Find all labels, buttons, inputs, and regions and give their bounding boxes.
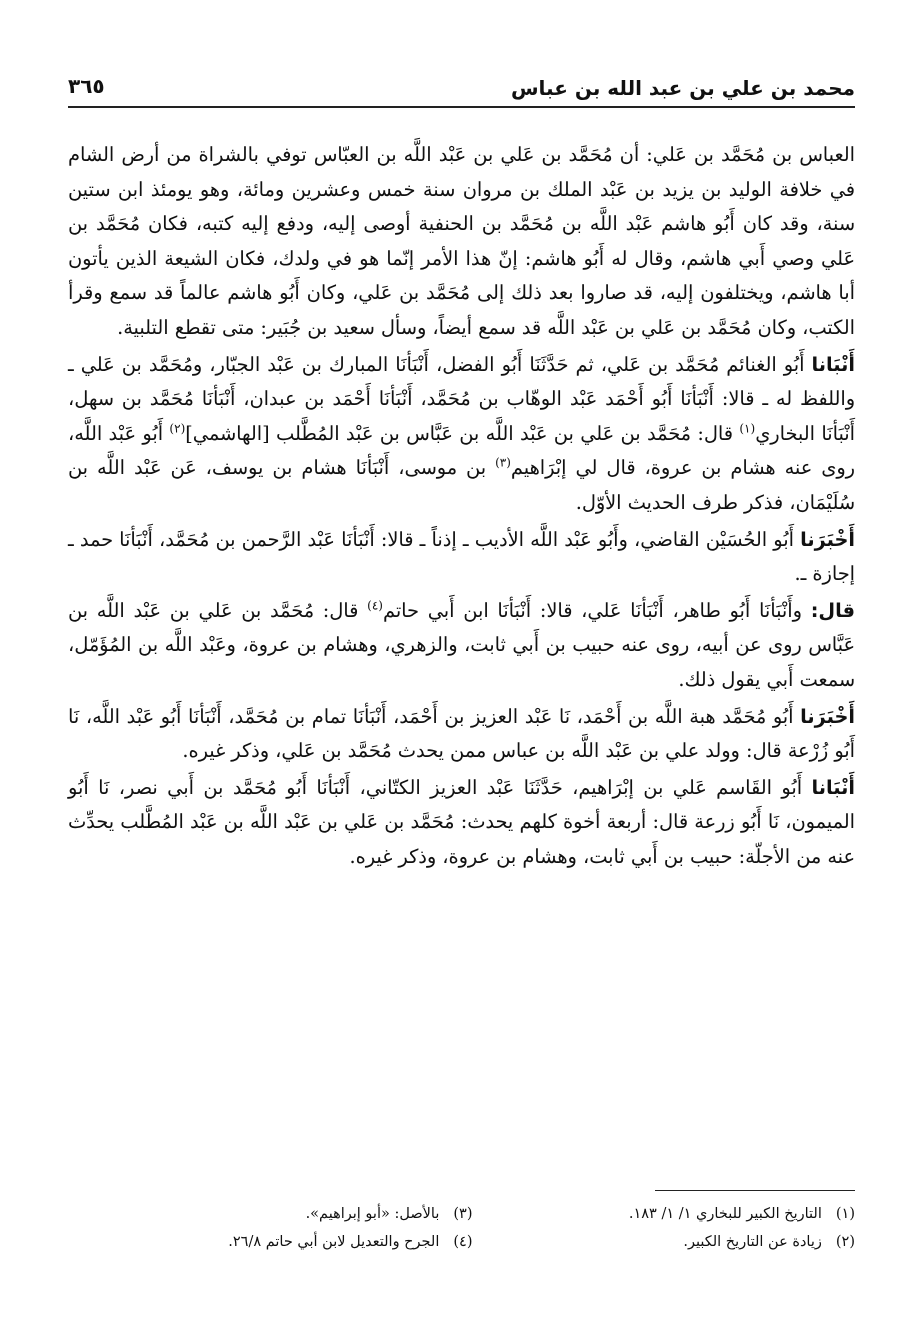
paragraph-2-text-d: بن موسى، أَنْبَأنَا هشام بن يوسف، عَن عَبْد اللَّه بن سُلَيْمَان، فذكر طرف الحديث الأوّل.	[68, 456, 855, 514]
footnote-number: (٤)	[453, 1234, 473, 1250]
paragraph-3	[68, 523, 855, 592]
footnote-divider	[655, 1190, 855, 1191]
footnote-ref-2: (٢)	[169, 421, 186, 436]
page-number: ٣٦٥	[68, 74, 105, 98]
footnote-4	[150, 1231, 473, 1253]
paragraph-3-lead: أَخْبَرَنا	[800, 527, 855, 551]
paragraph-4-lead: قال:	[810, 598, 855, 622]
paragraph-2-text-c: أَبُو عَبْد اللَّه، روى عنه هشام بن عروة، قال لي إبْرَاهيم	[68, 421, 855, 480]
paragraph-5	[68, 700, 855, 769]
footnote-ref-4: (٤)	[367, 598, 383, 613]
footnote-number: (٢)	[835, 1234, 855, 1250]
footnotes	[150, 1203, 855, 1253]
footnote-ref-1: (١)	[739, 421, 756, 436]
paragraph-2-text-a: أَبُو الغنائم مُحَمَّد بن عَلي، ثم حَدَّثَنَا أَبُو الفضل، أَنْبَأنَا المبارك بن عَبْد الجبّار، ومُحَمَّد بن عَلي ـ واللفظ له ـ قالا: أَنْبَأنَا أَبُو أَحْمَد عَبْد الوهّاب بن مُحَمَّد، أَنْبَأنَا أَحْمَد بن عبدان، أَنْبَأنَا مُحَمَّد بن سهل، أَنْبَأنَا البخاري	[68, 352, 855, 445]
footnote-ref-3: (٣)	[495, 455, 511, 470]
paragraph-4	[68, 594, 855, 698]
paragraph-2-text-b: قال: مُحَمَّد بن عَلي بن عَبْد اللَّه بن عَبَّاس بن عَبْد المُطَّلب [الهاشمي]	[185, 421, 740, 445]
footnote-1	[533, 1203, 856, 1225]
paragraph-3-text: أَبُو الحُسَيْن القاضي، وأَبُو عَبْد اللَّه الأديب ـ إذناً ـ قالا: أَنْبَأنَا عَبْد الرَّحمن بن مُحَمَّد، أَنْبَأنَا حمد ـ إجازة ـ.	[68, 527, 855, 586]
footnote-2	[533, 1231, 856, 1253]
footnote-text: زيادة عن التاريخ الكبير.	[683, 1234, 822, 1250]
paragraph-6	[68, 771, 855, 875]
footnote-text: بالأصل: «أبو إبراهيم».	[305, 1206, 440, 1222]
main-text	[68, 138, 855, 876]
paragraph-2-lead: أَنْبَانا	[811, 352, 855, 376]
paragraph-6-lead: أَنْبَانا	[811, 775, 855, 799]
footnote-text: الجرح والتعديل لابن أبي حاتم ٢٦/٨.	[228, 1234, 440, 1250]
paragraph-6-text: أَبُو القَاسم عَلي بن إبْرَاهيم، حَدَّثَنَا عَبْد العزيز الكتّاني، أَنْبَأنَا أَبُو مُحَمَّد بن أَبي نصر، نَا أَبُو الميمون، نَا أَبُو زرعة قال: أربعة أخوة كلهم يحدث: مُحَمَّد بن عَلي بن عَبْد اللَّه بن عَبْد المُطَّلب يحدِّث عنه من الأجلّة: حبيب بن أَبي ثابت، وهشام بن عروة، وذكر غيره.	[68, 775, 855, 868]
running-title: محمد بن علي بن عبد الله بن عباس	[510, 76, 855, 100]
footnote-3	[150, 1203, 473, 1225]
paragraph-5-text: أَبُو مُحَمَّد هبة اللَّه بن أَحْمَد، نَا عَبْد العزيز بن أَحْمَد، أَنْبَأنَا تمام بن مُحَمَّد، أَنْبَأنَا أَبُو عَبْد اللَّه، نَا أَبُو زُرْعة قال: وولد علي بن عَبْد اللَّه بن عباس ممن يحدث مُحَمَّد بن عَلي، وذكر غيره.	[68, 704, 855, 763]
paragraph-2	[68, 348, 855, 521]
footnote-number: (١)	[835, 1206, 855, 1222]
footnote-text: التاريخ الكبير للبخاري ١/ ١/ ١٨٣.	[628, 1206, 822, 1222]
paragraph-5-lead: أَخْبَرَنا	[800, 704, 855, 728]
paragraph-4-text-b: قال: مُحَمَّد بن عَلي بن عَبْد اللَّه بن عَبَّاس روى عن أبيه، روى عنه حبيب بن أَبي ثابت، والزهري، وهشام بن عروة، وعَبْد اللَّه بن المُؤَمّل، سمعت أَبي يقول ذلك.	[68, 598, 855, 691]
paragraph-4-text-a: وأَنْبَأنَا أَبُو طاهر، أَنْبَأنَا عَلي، قالا: أَنْبَأنَا ابن أَبي حاتم	[382, 598, 811, 622]
paragraph-1-text: العباس بن مُحَمَّد بن عَلي: أن مُحَمَّد بن عَلي بن عَبْد اللَّه بن العبّاس توفي بالشراة من أرض الشام في خلافة الوليد بن يزيد بن عَبْد الملك بن مروان سنة خمس وعشرين ومائة، وهو يومئذ ابن ستين سنة، وقد كان أَبُو هاشم عَبْد اللَّه بن مُحَمَّد بن الحنفية أوصى إليه، ودفع إليه كتبه، فكان مُحَمَّد بن عَلي وصي أَبي هاشم، وقال له أَبُو هاشم: إنّ هذا الأمر إنّما هو في ولدك، فكان الشيعة الذين يأتون أبا هاشم، ويختلفون إليه، قد صاروا بعد ذلك إلى مُحَمَّد بن عَلي، وكان أَبُو هاشم عالماً قد سمع وقرأ الكتب، وكان مُحَمَّد بن عَلي بن عَبْد اللَّه قد سمع أيضاً، وسأل سعيد بن جُبَير: متى تقطع التلبية.	[68, 143, 855, 339]
page-header	[68, 58, 855, 108]
paragraph-1	[68, 138, 855, 346]
footnote-number: (٣)	[453, 1206, 473, 1222]
